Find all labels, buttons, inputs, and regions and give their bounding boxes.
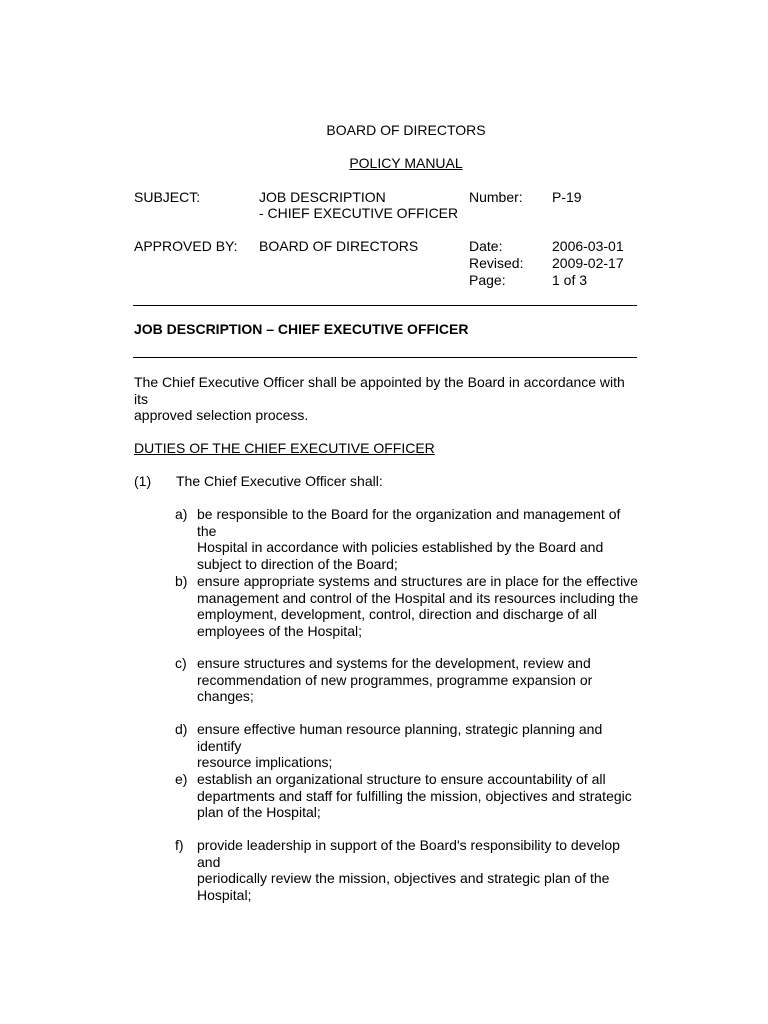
item-text: The Chief Executive Officer shall: [176,473,383,489]
sub-item-text [197,721,642,771]
sub-item-line: employment, development, control, direction and discharge of all [197,606,597,622]
sub-item-line: Hospital in accordance with policies established by the Board and [197,539,604,555]
sub-item [175,573,645,639]
sub-item-text [197,837,642,903]
sub-item [175,837,645,903]
item-number: (1) [134,473,152,489]
sub-item-line: ensure appropriate systems and structures are in place for the effective [197,573,638,589]
horizontal-rule-bottom [133,357,637,358]
revised-value: 2009-02-17 [552,255,624,271]
sub-item-letter: c) [175,655,187,671]
date-value: 2006-03-01 [552,238,624,254]
sub-item-line: employees of the Hospital; [197,622,362,639]
sub-item-letter: d) [175,721,188,737]
page-value: 1 of 3 [552,272,588,288]
subject-label: SUBJECT: [134,189,201,205]
page-label: Page: [469,272,506,288]
sub-item-line: management and control of the Hospital and its resources including the [197,589,639,606]
sub-item-line: ensure effective human resource planning, strategic planning and identify [197,721,603,754]
sub-item [175,506,645,572]
sub-item-line: resource implications; [197,754,333,770]
horizontal-rule-top [133,305,637,306]
sub-item-text [197,771,642,821]
approved-by-label: APPROVED BY: [134,238,238,254]
intro-line: The Chief Executive Officer shall be appointed by the Board in accordance with its [134,374,625,407]
sub-item-line: be responsible to the Board for the organization and management of the [197,506,621,539]
subject-value-line1: JOB DESCRIPTION [259,189,386,205]
sub-item-line: changes; [197,688,254,704]
document-title: BOARD OF DIRECTORS [326,122,486,138]
sub-item-text [197,506,642,572]
sub-item-line: Hospital; [197,886,252,903]
approved-by-value: BOARD OF DIRECTORS [259,238,419,254]
sub-item-line: ensure structures and systems for the development, review and [197,655,591,671]
sub-item [175,771,645,821]
document-subtitle: POLICY MANUAL [349,155,463,171]
sub-item-letter: e) [175,771,188,787]
subject-value-line2: - CHIEF EXECUTIVE OFFICER [259,205,459,221]
date-label: Date: [469,238,503,254]
sub-item-line: establish an organizational structure to ensure accountability of all [197,771,606,787]
sub-item-line: subject to direction of the Board; [197,555,398,572]
section-heading: JOB DESCRIPTION – CHIEF EXECUTIVE OFFICER [134,321,469,337]
intro-paragraph [134,374,639,424]
revised-label: Revised: [469,255,524,271]
sub-item-letter: f) [175,837,184,853]
sub-item-text [197,573,642,639]
sub-item-text [197,655,642,705]
sub-item-line: provide leadership in support of the Board's responsibility to develop and [197,837,620,870]
sub-item-line: departments and staff for fulfilling the mission, objectives and strategic [197,787,632,804]
sub-item-line: plan of the Hospital; [197,804,321,820]
number-value: P-19 [552,189,582,205]
number-label: Number: [469,189,523,205]
intro-line: approved selection process. [134,407,309,423]
sub-item-line: periodically review the mission, objectives and strategic plan of the [197,870,610,886]
sub-item [175,721,645,771]
sub-item-letter: a) [175,506,188,522]
duties-heading: DUTIES OF THE CHIEF EXECUTIVE OFFICER [134,440,435,456]
sub-item-line: recommendation of new programmes, programme expansion or [197,671,593,688]
sub-item [175,655,645,705]
sub-item-letter: b) [175,573,188,589]
